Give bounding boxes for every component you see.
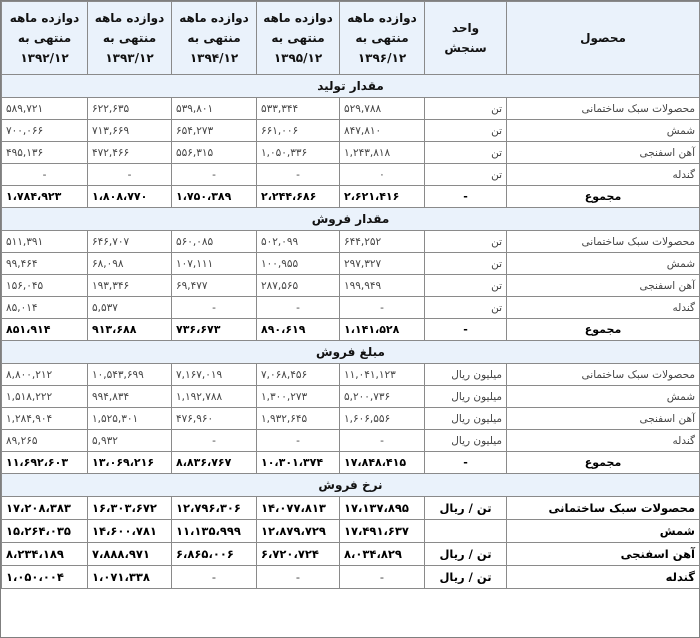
value-cell: ۶۴۶,۷۰۷ bbox=[88, 231, 172, 253]
header-period-1392: دوازده ماهه منتهی به ۱۳۹۲/۱۲ bbox=[2, 2, 88, 75]
value-cell: - bbox=[257, 164, 340, 186]
header-product: محصول bbox=[507, 2, 700, 75]
value-cell: ۶،۸۶۵،۰۰۶ bbox=[172, 543, 257, 566]
value-cell: ۹۹,۴۶۴ bbox=[2, 253, 88, 275]
table-row bbox=[2, 98, 700, 120]
value-cell: ۴۹۵,۱۳۶ bbox=[2, 142, 88, 164]
total-value-cell: ۸،۸۳۶،۷۶۷ bbox=[172, 452, 257, 474]
unit-cell: تن bbox=[425, 98, 507, 120]
value-cell: ۱,۵۲۵,۳۰۱ bbox=[88, 408, 172, 430]
value-cell: - bbox=[257, 430, 340, 452]
table-row bbox=[2, 120, 700, 142]
value-cell: ۱۵۶,۰۴۵ bbox=[2, 275, 88, 297]
product-name: آهن اسفنجی bbox=[507, 142, 700, 164]
value-cell: - bbox=[172, 430, 257, 452]
total-value-cell: ۲،۲۴۴،۶۸۶ bbox=[257, 186, 340, 208]
product-name: محصولات سبک ساختمانی bbox=[507, 98, 700, 120]
unit-cell: میلیون ریال bbox=[425, 386, 507, 408]
value-cell: ۱۰,۵۴۳,۶۹۹ bbox=[88, 364, 172, 386]
value-cell: - bbox=[172, 566, 257, 589]
value-cell: ۸،۰۳۴،۸۲۹ bbox=[340, 543, 425, 566]
value-cell: ۱,۳۰۰,۲۷۳ bbox=[257, 386, 340, 408]
product-name: گندله bbox=[507, 297, 700, 319]
value-cell: ۵,۹۳۲ bbox=[88, 430, 172, 452]
section-header-row bbox=[2, 208, 700, 231]
total-label: مجموع bbox=[507, 319, 700, 341]
value-cell: - bbox=[340, 430, 425, 452]
total-label: مجموع bbox=[507, 452, 700, 474]
value-cell: ۱۵،۲۶۴،۰۳۵ bbox=[2, 520, 88, 543]
value-cell: ۱۴،۶۰۰،۷۸۱ bbox=[88, 520, 172, 543]
unit-cell: تن bbox=[425, 253, 507, 275]
unit-cell: تن / ریال bbox=[425, 566, 507, 589]
value-cell: ۷۰۰,۰۶۶ bbox=[2, 120, 88, 142]
value-cell: ۱,۲۸۴,۹۰۴ bbox=[2, 408, 88, 430]
value-cell: ۱۱،۱۳۵،۹۹۹ bbox=[172, 520, 257, 543]
product-name: گندله bbox=[507, 566, 700, 589]
table-row bbox=[2, 386, 700, 408]
table-row bbox=[2, 408, 700, 430]
section-header-row bbox=[2, 75, 700, 98]
total-value-cell: ۱۱،۶۹۲،۶۰۳ bbox=[2, 452, 88, 474]
table-row bbox=[2, 231, 700, 253]
value-cell: ۱۰۰,۹۵۵ bbox=[257, 253, 340, 275]
section-title: مبلغ فروش bbox=[2, 341, 700, 364]
value-cell: - bbox=[2, 164, 88, 186]
value-cell: ۹۹۴,۸۳۴ bbox=[88, 386, 172, 408]
value-cell: ۶۵۴,۲۷۳ bbox=[172, 120, 257, 142]
value-cell: ۷۱۳,۶۶۹ bbox=[88, 120, 172, 142]
unit-cell: میلیون ریال bbox=[425, 408, 507, 430]
value-cell: ۱,۲۴۳,۸۱۸ bbox=[340, 142, 425, 164]
value-cell: ۱۱,۰۴۱,۱۲۳ bbox=[340, 364, 425, 386]
total-value-cell: ۹۱۳،۶۸۸ bbox=[88, 319, 172, 341]
value-cell: ۴۷۲,۴۶۶ bbox=[88, 142, 172, 164]
value-cell: - bbox=[172, 297, 257, 319]
value-cell: ۶۹,۴۷۷ bbox=[172, 275, 257, 297]
table-row bbox=[2, 297, 700, 319]
value-cell: ۱,۰۵۰,۳۳۶ bbox=[257, 142, 340, 164]
total-unit: - bbox=[425, 319, 507, 341]
total-unit: - bbox=[425, 186, 507, 208]
product-name: آهن اسفنجی bbox=[507, 275, 700, 297]
value-cell: ۱,۵۱۸,۲۲۲ bbox=[2, 386, 88, 408]
total-value-cell: ۷۳۶،۶۷۳ bbox=[172, 319, 257, 341]
total-label: مجموع bbox=[507, 186, 700, 208]
unit-cell: تن bbox=[425, 231, 507, 253]
value-cell: ۰ bbox=[340, 164, 425, 186]
value-cell: ۱،۰۵۰،۰۰۴ bbox=[2, 566, 88, 589]
value-cell: ۱۹۳,۳۴۶ bbox=[88, 275, 172, 297]
section-title: مقدار فروش bbox=[2, 208, 700, 231]
product-name: محصولات سبک ساختمانی bbox=[507, 364, 700, 386]
value-cell: ۴۷۶,۹۶۰ bbox=[172, 408, 257, 430]
total-value-cell: ۱،۱۴۱،۵۲۸ bbox=[340, 319, 425, 341]
unit-cell: تن / ریال bbox=[425, 497, 507, 520]
value-cell: ۸,۸۰۰,۲۱۲ bbox=[2, 364, 88, 386]
total-value-cell: ۸۹۰،۶۱۹ bbox=[257, 319, 340, 341]
value-cell: ۷,۰۶۸,۴۵۶ bbox=[257, 364, 340, 386]
header-period-1395: دوازده ماهه منتهی به ۱۳۹۵/۱۲ bbox=[257, 2, 340, 75]
unit-cell: میلیون ریال bbox=[425, 430, 507, 452]
value-cell: ۱۷،۱۳۷،۸۹۵ bbox=[340, 497, 425, 520]
product-name: شمش bbox=[507, 386, 700, 408]
product-name: گندله bbox=[507, 164, 700, 186]
value-cell: ۸۵,۰۱۴ bbox=[2, 297, 88, 319]
section-header-row bbox=[2, 341, 700, 364]
section-title: نرخ فروش bbox=[2, 474, 700, 497]
unit-cell: میلیون ریال bbox=[425, 364, 507, 386]
value-cell: ۱۲،۸۷۹،۷۲۹ bbox=[257, 520, 340, 543]
unit-cell: تن / ریال bbox=[425, 543, 507, 566]
table-row bbox=[2, 497, 700, 520]
value-cell: ۲۸۷,۵۶۵ bbox=[257, 275, 340, 297]
value-cell: ۱۷،۲۰۸،۳۸۳ bbox=[2, 497, 88, 520]
value-cell: ۶۴۴,۲۵۲ bbox=[340, 231, 425, 253]
value-cell: ۱,۶۰۶,۵۵۶ bbox=[340, 408, 425, 430]
table-row bbox=[2, 566, 700, 589]
product-name: آهن اسفنجی bbox=[507, 543, 700, 566]
product-name: شمش bbox=[507, 253, 700, 275]
value-cell: ۶۶۱,۰۰۶ bbox=[257, 120, 340, 142]
value-cell: ۱,۱۹۲,۷۸۸ bbox=[172, 386, 257, 408]
value-cell: ۵۸۹,۷۲۱ bbox=[2, 98, 88, 120]
value-cell: - bbox=[172, 164, 257, 186]
value-cell: ۲۹۷,۳۲۷ bbox=[340, 253, 425, 275]
header-row bbox=[2, 2, 700, 75]
table-row bbox=[2, 430, 700, 452]
total-value-cell: ۱،۷۵۰،۳۸۹ bbox=[172, 186, 257, 208]
header-unit: واحد سنجش bbox=[425, 2, 507, 75]
header-period-1394: دوازده ماهه منتهی به ۱۳۹۴/۱۲ bbox=[172, 2, 257, 75]
product-name: شمش bbox=[507, 520, 700, 543]
total-row bbox=[2, 319, 700, 341]
total-value-cell: ۱۷،۸۴۸،۴۱۵ bbox=[340, 452, 425, 474]
total-value-cell: ۱۳،۰۶۹،۲۱۶ bbox=[88, 452, 172, 474]
table-row bbox=[2, 164, 700, 186]
total-unit: - bbox=[425, 452, 507, 474]
value-cell: ۵۳۹,۸۰۱ bbox=[172, 98, 257, 120]
product-name: آهن اسفنجی bbox=[507, 408, 700, 430]
value-cell: - bbox=[340, 566, 425, 589]
value-cell: ۵۶۰,۰۸۵ bbox=[172, 231, 257, 253]
table-row bbox=[2, 364, 700, 386]
total-value-cell: ۲،۶۲۱،۴۱۶ bbox=[340, 186, 425, 208]
value-cell: ۶۲۲,۶۳۵ bbox=[88, 98, 172, 120]
value-cell: ۸۹,۲۶۵ bbox=[2, 430, 88, 452]
section-title: مقدار تولید bbox=[2, 75, 700, 98]
value-cell: ۸۴۷,۸۱۰ bbox=[340, 120, 425, 142]
table-row bbox=[2, 253, 700, 275]
value-cell: - bbox=[257, 566, 340, 589]
value-cell: ۱۲،۷۹۶،۳۰۶ bbox=[172, 497, 257, 520]
value-cell: ۱,۹۳۲,۶۴۵ bbox=[257, 408, 340, 430]
total-value-cell: ۱،۷۸۴،۹۲۳ bbox=[2, 186, 88, 208]
table-row bbox=[2, 142, 700, 164]
unit-cell: تن bbox=[425, 164, 507, 186]
table-row bbox=[2, 275, 700, 297]
value-cell: ۷،۸۸۸،۹۷۱ bbox=[88, 543, 172, 566]
value-cell: - bbox=[88, 164, 172, 186]
value-cell: ۵۱۱,۳۹۱ bbox=[2, 231, 88, 253]
value-cell: ۵۰۲,۰۹۹ bbox=[257, 231, 340, 253]
value-cell: ۱۰۷,۱۱۱ bbox=[172, 253, 257, 275]
value-cell: ۱۷،۴۹۱،۶۳۷ bbox=[340, 520, 425, 543]
table-row bbox=[2, 520, 700, 543]
value-cell: ۸،۲۳۴،۱۸۹ bbox=[2, 543, 88, 566]
header-period-1393: دوازده ماهه منتهی به ۱۳۹۳/۱۲ bbox=[88, 2, 172, 75]
product-name: محصولات سبک ساختمانی bbox=[507, 231, 700, 253]
value-cell: ۵,۵۳۷ bbox=[88, 297, 172, 319]
value-cell: - bbox=[257, 297, 340, 319]
value-cell: ۱۹۹,۹۴۹ bbox=[340, 275, 425, 297]
value-cell: ۱۶،۳۰۳،۶۷۲ bbox=[88, 497, 172, 520]
report-table bbox=[1, 1, 700, 589]
header-period-1396: دوازده ماهه منتهی به ۱۳۹۶/۱۲ bbox=[340, 2, 425, 75]
section-header-row bbox=[2, 474, 700, 497]
value-cell: ۷,۱۶۷,۰۱۹ bbox=[172, 364, 257, 386]
product-name: شمش bbox=[507, 120, 700, 142]
table-row bbox=[2, 543, 700, 566]
unit-cell: تن bbox=[425, 142, 507, 164]
product-name: محصولات سبک ساختمانی bbox=[507, 497, 700, 520]
value-cell: ۶،۷۲۰،۷۲۴ bbox=[257, 543, 340, 566]
unit-cell: تن bbox=[425, 297, 507, 319]
value-cell: ۱،۰۷۱،۳۳۸ bbox=[88, 566, 172, 589]
value-cell: ۱۴،۰۷۷،۸۱۳ bbox=[257, 497, 340, 520]
value-cell: ۵۵۶,۳۱۵ bbox=[172, 142, 257, 164]
total-value-cell: ۱۰،۳۰۱،۳۷۴ bbox=[257, 452, 340, 474]
unit-cell: تن bbox=[425, 275, 507, 297]
value-cell: ۵,۲۰۰,۷۳۶ bbox=[340, 386, 425, 408]
total-value-cell: ۸۵۱،۹۱۴ bbox=[2, 319, 88, 341]
value-cell: ۶۸,۰۹۸ bbox=[88, 253, 172, 275]
total-row bbox=[2, 452, 700, 474]
value-cell: ۵۳۳,۳۴۴ bbox=[257, 98, 340, 120]
unit-cell: تن bbox=[425, 120, 507, 142]
unit-cell bbox=[425, 520, 507, 543]
product-name: گندله bbox=[507, 430, 700, 452]
total-row bbox=[2, 186, 700, 208]
value-cell: ۵۲۹,۷۸۸ bbox=[340, 98, 425, 120]
value-cell: - bbox=[340, 297, 425, 319]
total-value-cell: ۱،۸۰۸،۷۷۰ bbox=[88, 186, 172, 208]
